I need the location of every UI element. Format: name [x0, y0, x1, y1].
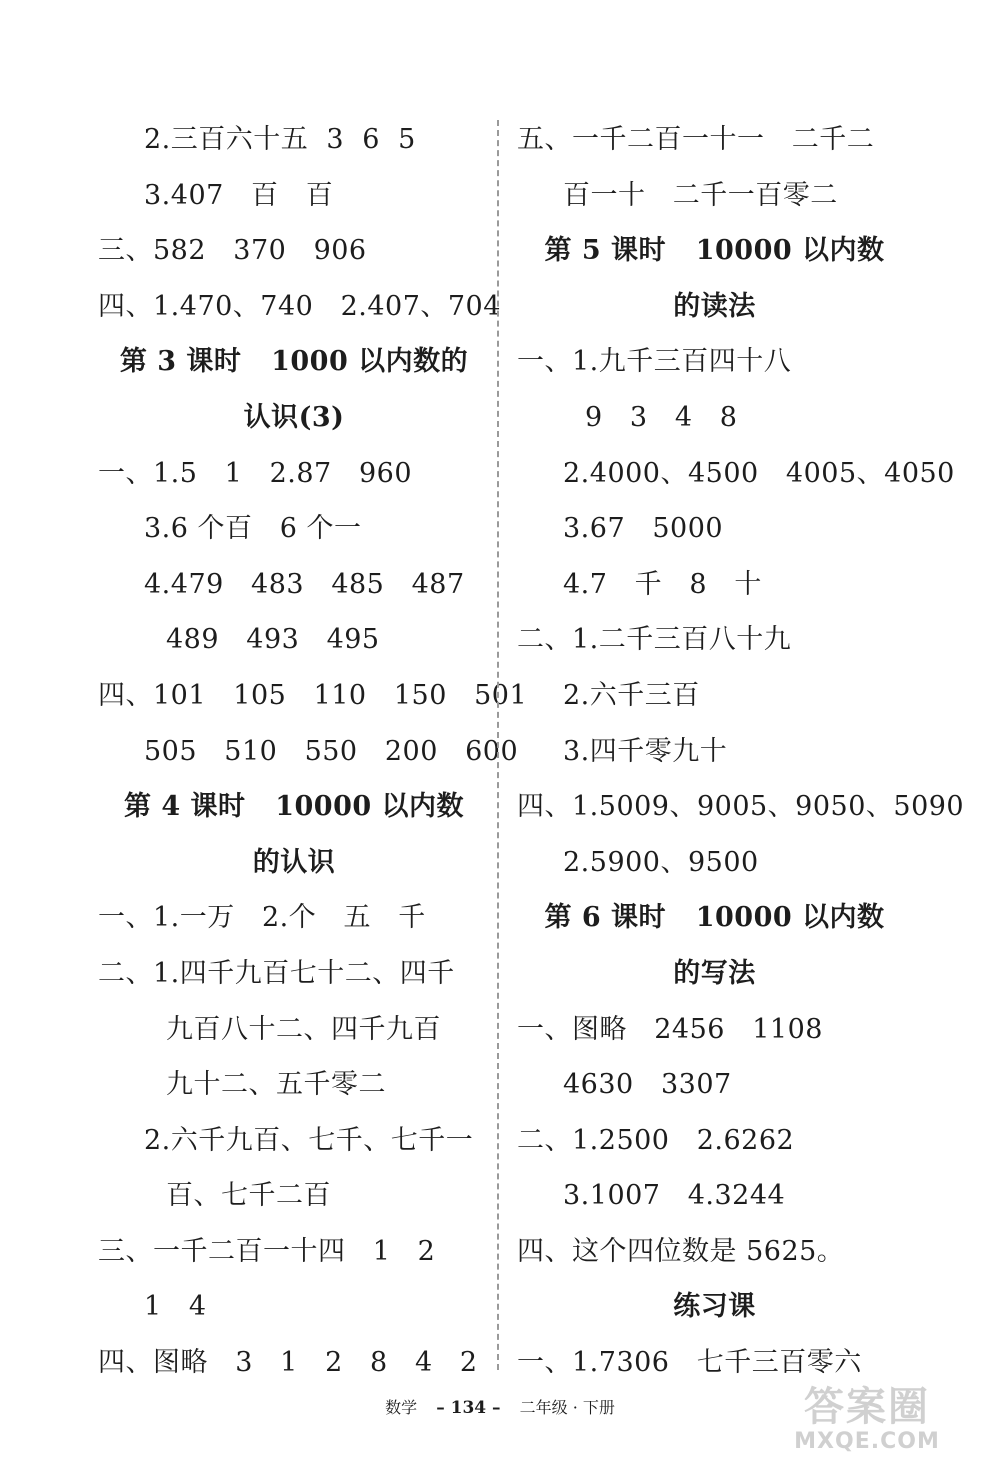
answer-line: 3.四千零九十	[563, 735, 728, 767]
answer-line: 四、图略 3 1 2 8 4 2	[98, 1347, 478, 1379]
answer-line: 4.7 千 8 十	[563, 568, 762, 600]
left-column	[98, 112, 528, 1391]
answer-line: 四、1.5009、9005、9050、5090	[517, 791, 965, 823]
answer-line: 2.4000、4500 4005、4050	[563, 457, 955, 489]
answer-line: 三、582 370 906	[98, 235, 367, 267]
section-heading: 的读法	[673, 290, 756, 322]
answer-line: 2.六千三百	[563, 679, 700, 711]
answer-line: 1 4	[144, 1291, 207, 1323]
answer-line: 三、一千二百一十四 1 2	[98, 1235, 436, 1267]
answer-line: 3.6 个百 6 个一	[144, 513, 362, 545]
section-heading: 第 5 课时 10000 以内数	[544, 235, 885, 267]
section-heading: 练习课	[673, 1291, 756, 1323]
answer-line: 2.三百六十五 3 6 5	[144, 124, 416, 155]
footer-subject: 数学	[385, 1398, 418, 1417]
answer-line: 九百八十二、四千九百	[166, 1013, 441, 1045]
answer-line: 二、1.2500 2.6262	[517, 1124, 795, 1156]
footer-grade: 二年级 · 下册	[519, 1398, 615, 1417]
answer-line: 四、这个四位数是 5625。	[517, 1235, 845, 1267]
answer-line: 二、1.二千三百八十九	[517, 624, 792, 656]
section-heading: 的认识	[252, 846, 336, 878]
answer-line: 3.407 百 百	[144, 179, 334, 211]
answer-line: 2.5900、9500	[563, 846, 759, 878]
right-column	[517, 112, 965, 1391]
answer-line: 四、1.470、740 2.407、704	[98, 290, 501, 322]
answer-line: 一、1.九千三百四十八	[517, 346, 792, 378]
answer-line: 五、一千二百一十一 二千二	[517, 124, 875, 155]
answer-line: 2.六千九百、七千、七千一	[144, 1124, 474, 1156]
section-heading: 第 4 课时 10000 以内数	[123, 791, 465, 823]
watermark-logo	[782, 1385, 952, 1465]
answer-line: 一、1.7306 七千三百零六	[517, 1347, 862, 1379]
answer-line: 4630 3307	[563, 1069, 732, 1101]
watermark-url: MXQE.COM	[794, 1429, 940, 1454]
answer-line: 四、101 105 110 150 501	[98, 679, 528, 711]
answer-line: 4.479 483 485 487	[144, 568, 465, 600]
answer-line: 百一十 二千一百零二	[563, 179, 838, 211]
column-divider	[497, 120, 499, 1370]
section-heading: 第 3 课时 1000 以内数的	[119, 346, 469, 378]
answer-line: 一、图略 2456 1108	[517, 1013, 823, 1045]
answer-line: 一、1.一万 2.个 五 千	[98, 902, 426, 934]
answer-line: 二、1.四千九百七十二、四千	[98, 957, 455, 989]
answer-line: 一、1.5 1 2.87 960	[98, 457, 413, 489]
watermark-main: 答案圈	[804, 1384, 930, 1430]
section-heading: 认识(3)	[243, 401, 345, 433]
answer-line: 3.67 5000	[563, 513, 724, 545]
answer-line: 3.1007 4.3244	[563, 1180, 786, 1212]
page-number: – 134 –	[436, 1398, 501, 1418]
answer-line: 505 510 550 200 600	[144, 735, 519, 767]
answer-line: 9 3 4 8	[585, 401, 738, 433]
section-heading: 的写法	[673, 957, 756, 989]
answer-line: 九十二、五千零二	[166, 1069, 386, 1101]
section-heading: 第 6 课时 10000 以内数	[544, 902, 885, 934]
answer-line: 百、七千二百	[166, 1180, 331, 1212]
answer-line: 489 493 495	[166, 624, 380, 656]
